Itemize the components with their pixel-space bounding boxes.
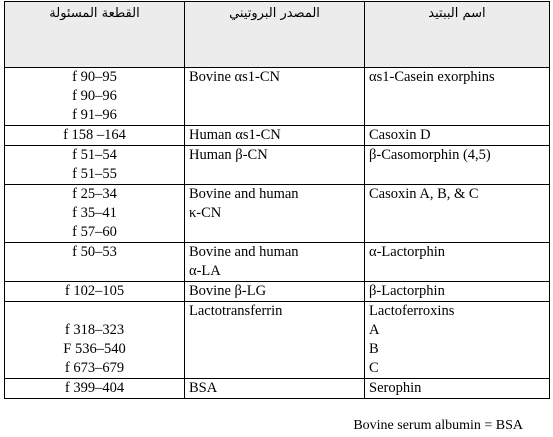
fragment-cell <box>5 379 185 399</box>
source-text: Bovine and human <box>189 244 299 260</box>
peptide-cell <box>365 68 550 126</box>
peptide-table <box>4 1 550 399</box>
peptide-text: B <box>369 341 379 357</box>
source-text: Human β-CN <box>189 147 268 163</box>
peptide-text: β-Lactorphin <box>369 283 445 299</box>
source-text: α-LA <box>189 263 221 279</box>
fragment-text: f 51–55 <box>72 166 117 182</box>
header-fragment: القطعة المسئولة <box>5 2 185 68</box>
source-cell <box>185 68 365 126</box>
source-cell <box>185 302 365 379</box>
peptide-text: Lactoferroxins <box>369 303 455 319</box>
peptide-text: α-Lactorphin <box>369 244 446 260</box>
fragment-text: f 158 –164 <box>63 127 126 143</box>
fragment-text: f 51–54 <box>72 147 117 163</box>
table-row <box>5 282 550 302</box>
source-text: Bovine β-LG <box>189 283 267 299</box>
fragment-text: f 90–95 <box>72 69 117 85</box>
header-peptide: اسم الببتيد <box>365 2 550 68</box>
source-text: BSA <box>189 380 218 396</box>
fragment-text: f 35–41 <box>72 205 117 221</box>
source-cell <box>185 243 365 282</box>
fragment-text: f 399–404 <box>64 380 125 396</box>
fragment-text: f 90–96 <box>72 88 117 104</box>
header-row <box>5 2 550 68</box>
peptide-cell <box>365 282 550 302</box>
table-row <box>5 146 550 185</box>
table-row <box>5 126 550 146</box>
fragment-cell <box>5 243 185 282</box>
fragment-text: f 102–105 <box>64 283 125 299</box>
source-cell <box>185 282 365 302</box>
fragment-cell <box>5 185 185 243</box>
peptide-cell <box>365 146 550 185</box>
fragment-text: f 50–53 <box>72 244 117 260</box>
fragment-cell <box>5 282 185 302</box>
source-text: Lactotransferrin <box>189 303 283 319</box>
peptide-text: C <box>369 360 379 376</box>
peptide-text: Casoxin A, B, & C <box>369 186 479 202</box>
fragment-text: F 536–540 <box>63 341 126 357</box>
peptide-cell <box>365 126 550 146</box>
peptide-text: αs1-Casein exorphins <box>369 69 495 85</box>
peptide-cell <box>365 302 550 379</box>
source-cell <box>185 185 365 243</box>
peptide-cell <box>365 379 550 399</box>
peptide-text: Serophin <box>369 380 422 396</box>
table-row <box>5 185 550 243</box>
table-row <box>5 379 550 399</box>
source-cell <box>185 379 365 399</box>
source-cell <box>185 126 365 146</box>
fragment-text: f 318–323 <box>64 322 125 338</box>
footnote: Bovine serum albumin = BSA <box>353 418 523 433</box>
table-row <box>5 302 550 379</box>
fragment-text: f 57–60 <box>72 224 117 240</box>
source-cell <box>185 146 365 185</box>
source-text: Bovine αs1-CN <box>189 69 280 85</box>
peptide-cell <box>365 243 550 282</box>
peptide-cell <box>365 185 550 243</box>
fragment-text: f 25–34 <box>72 186 117 202</box>
peptide-text: β-Casomorphin (4,5) <box>369 147 491 163</box>
source-text: Human αs1-CN <box>189 127 281 143</box>
table-row <box>5 68 550 126</box>
fragment-cell <box>5 68 185 126</box>
header-source: المصدر البروتيني <box>185 2 365 68</box>
peptide-text: A <box>369 322 380 338</box>
fragment-text: f 673–679 <box>64 360 125 376</box>
fragment-text: f 91–96 <box>72 107 117 123</box>
table-row <box>5 243 550 282</box>
fragment-cell <box>5 126 185 146</box>
source-text: κ-CN <box>189 205 222 221</box>
fragment-cell <box>5 302 185 379</box>
fragment-cell <box>5 146 185 185</box>
source-text: Bovine and human <box>189 186 299 202</box>
peptide-text: Casoxin D <box>369 127 431 143</box>
